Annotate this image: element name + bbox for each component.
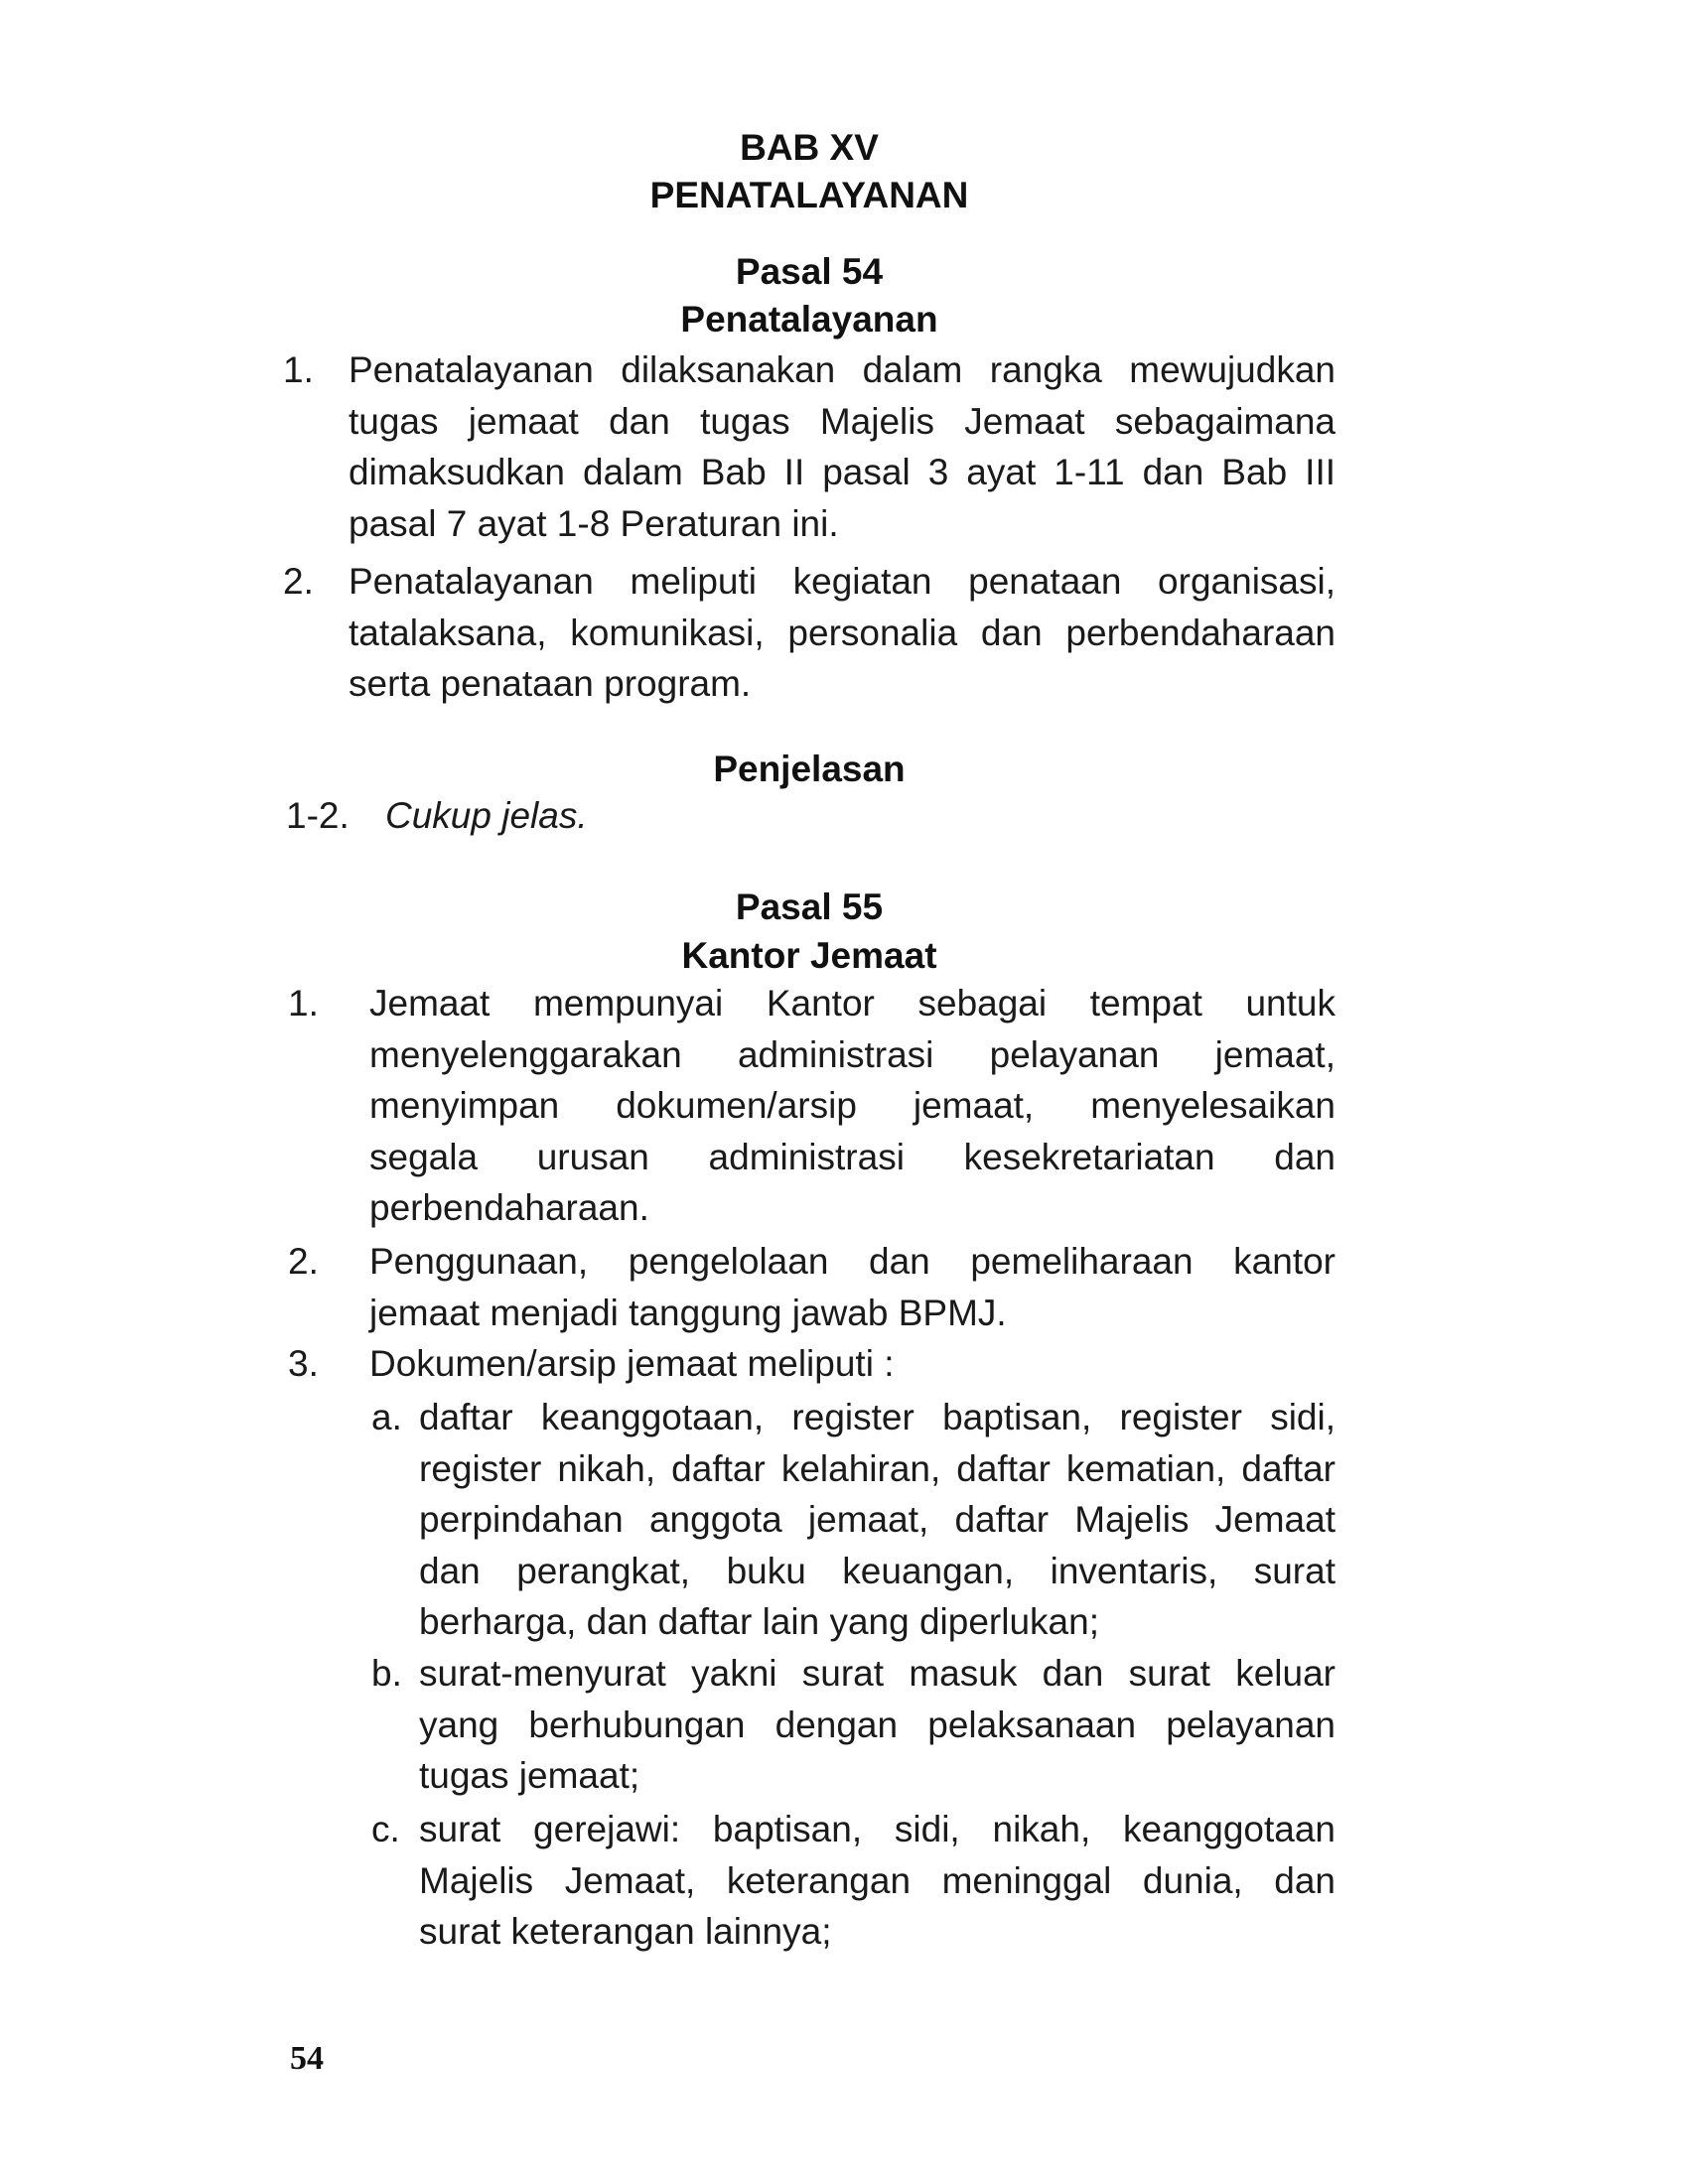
subitem-text (419, 1392, 1336, 1648)
item-line: pasal 7 ayat 1-8 Peraturan ini. (349, 502, 839, 544)
subitem-letter: b. (371, 1653, 402, 1694)
item-text (349, 344, 1336, 549)
item-line: menyelenggarakan administrasi pelayanan jemaat, (369, 1033, 1336, 1075)
explanation-heading: Penjelasan (713, 749, 906, 789)
item-number: 1. (288, 983, 319, 1024)
subitem-text (419, 1648, 1336, 1802)
subitem-line: yang berhubungan dengan pelaksanaan pelayanan (419, 1704, 1336, 1745)
item-line: Penatalayanan dilaksanakan dalam rangka mewujudkan (349, 349, 1336, 390)
subitem-line: dan perangkat, buku keuangan, inventaris, surat (419, 1550, 1336, 1591)
subitem-line: berharga, dan daftar lain yang diperlukan; (419, 1601, 1099, 1642)
subitem-line: Majelis Jemaat, keterangan meninggal dunia, dan (419, 1859, 1336, 1901)
subitem-letter: c. (371, 1809, 400, 1849)
explanation-text: Cukup jelas. (385, 795, 588, 836)
subitem-line: surat-menyurat yakni surat masuk dan surat keluar (419, 1653, 1336, 1694)
explanation-number: 1-2. (286, 795, 350, 836)
item-line: serta penataan program. (349, 663, 752, 704)
subitem-line: surat gerejawi: baptisan, sidi, nikah, keanggotaan (419, 1809, 1336, 1849)
item-line: Dokumen/arsip jemaat meliputi : (369, 1343, 895, 1384)
item-line: jemaat menjadi tanggung jawab BPMJ. (369, 1292, 1007, 1333)
subitem-line: tugas jemaat; (419, 1755, 640, 1796)
item-line: Penggunaan, pengelolaan dan pemeliharaan kantor (369, 1241, 1336, 1282)
item-number: 3. (288, 1343, 319, 1384)
subitem-line: register nikah, daftar kelahiran, daftar kematian, daftar (419, 1447, 1336, 1489)
pasal-55-title: Kantor Jemaat (681, 935, 937, 976)
item-text (369, 978, 1336, 1234)
item-line: dimaksudkan dalam Bab II pasal 3 ayat 1-11 dan Bab III (349, 452, 1336, 492)
item-line: Penatalayanan meliputi kegiatan penataan organisasi, (349, 561, 1336, 602)
page-number: 54 (290, 2040, 324, 2077)
chapter-title: PENATALAYANAN (649, 175, 969, 215)
item-line: perbendaharaan. (369, 1187, 649, 1228)
pasal-54-label: Pasal 54 (735, 251, 884, 292)
item-text (369, 1338, 1336, 1390)
subitem-letter: a. (371, 1397, 402, 1437)
item-line: segala urusan administrasi kesekretariatan dan (369, 1136, 1336, 1177)
item-line: menyimpan dokumen/arsip jemaat, menyelesaikan (369, 1085, 1336, 1126)
subitem-line: perpindahan anggota jemaat, daftar Majelis Jemaat (419, 1499, 1336, 1540)
item-line: Jemaat mempunyai Kantor sebagai tempat untuk (369, 983, 1336, 1024)
subitem-text (419, 1804, 1336, 1958)
pasal-54-title: Penatalayanan (680, 299, 938, 340)
pasal-55-label: Pasal 55 (735, 887, 884, 927)
subitem-line: surat keterangan lainnya; (419, 1911, 832, 1952)
item-number: 1. (283, 349, 314, 390)
chapter-label: BAB XV (740, 127, 879, 168)
item-text (349, 556, 1336, 710)
item-line: tatalaksana, komunikasi, personalia dan perbendaharaan (349, 612, 1336, 653)
item-text (369, 1236, 1336, 1338)
item-number: 2. (288, 1241, 319, 1282)
subitem-line: daftar keanggotaan, register baptisan, register sidi, (419, 1397, 1336, 1437)
item-number: 2. (283, 561, 314, 602)
item-line: tugas jemaat dan tugas Majelis Jemaat sebagaimana (349, 400, 1336, 442)
